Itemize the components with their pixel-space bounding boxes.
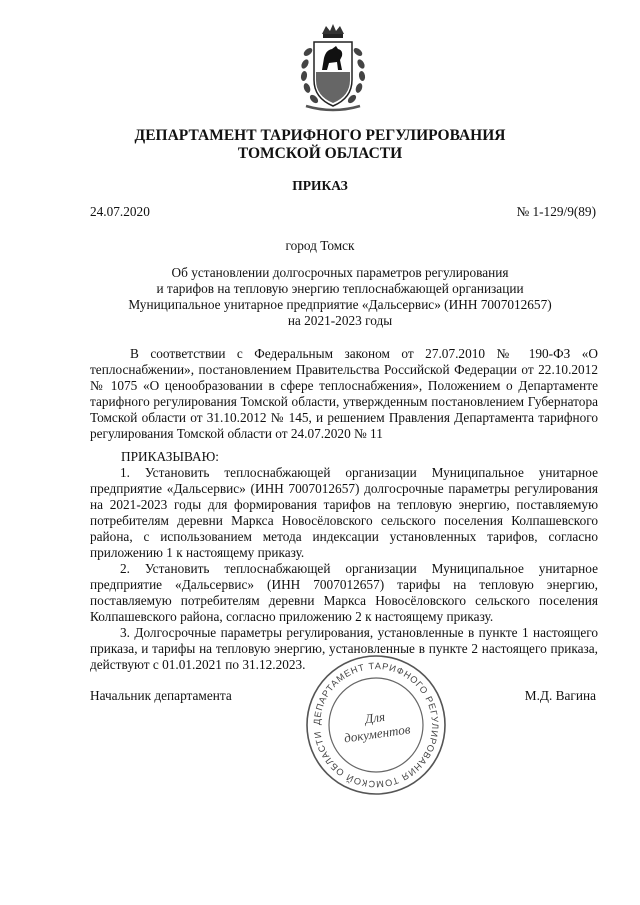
official-stamp [305,654,447,796]
department-header [60,127,580,163]
prikazyvayu-heading: ПРИКАЗЫВАЮ: [121,449,219,464]
order-subject [90,265,590,329]
order-item: 2. Установить теплоснабжающей организации Муниципальное унитарное предприятие «Дальсервис» (ИНН 7007012657) тарифы на тепловую энергию, поставляемую потребителям деревни Маркса Новосёловского сельского поселения Колпашевского района, согласно приложению 2 к настоящему приказу. [90,561,598,624]
subject-line: на 2021-2023 годы [287,313,393,328]
coat-of-arms-icon [296,22,370,114]
header-line-1: ДЕПАРТАМЕНТ ТАРИФНОГО РЕГУЛИРОВАНИЯ [134,127,506,144]
stamp-ring-text: ДЕПАРТАМЕНТ ТАРИФНОГО РЕГУЛИРОВАНИЯ ТОМСКОЙ ОБЛАСТИ [311,660,441,790]
order-number: № 1-129/9(89) [516,204,596,219]
signer-title: Начальник департамента [90,688,232,703]
subject-line: и тарифов на тепловую энергию теплоснабжающей организации [156,281,524,296]
preamble [90,346,598,442]
order-date: 24.07.2020 [90,204,150,219]
order-title: ПРИКАЗ [292,178,348,193]
stamp-line-2: документов [343,721,412,746]
subject-line: Об установлении долгосрочных параметров регулирования [171,265,509,280]
header-line-2: ТОМСКОЙ ОБЛАСТИ [237,145,403,162]
stamp-line-1: Для [364,708,386,727]
order-item: 3. Долгосрочные параметры регулирования, установленные в пункте 1 настоящего приказа, и тарифы на тепловую энергию, установленные в пункте 2 настоящего приказа, действуют с 01.01.2021 по 31.12.2023. [90,625,598,672]
subject-line: Муниципальное унитарное предприятие «Дальсервис» (ИНН 7007012657) [128,297,552,312]
signer-name: М.Д. Вагина [524,688,596,703]
order-city: город Томск [285,238,355,253]
order-item: 1. Установить теплоснабжающей организации Муниципальное унитарное предприятие «Дальсервис» (ИНН 7007012657) долгосрочные параметры регулирования на 2021-2023 годы для формирования тарифов на тепловую энергию, поставляемую потребителям деревни Маркса Новосёловского сельского поселения Колпашевского района, с использованием метода индексации установленных тарифов, согласно приложению 1 к настоящему приказу. [90,465,598,560]
order-items [90,465,598,673]
preamble-text: В соответствии с Федеральным законом от 27.07.2010 № 190-ФЗ «О теплоснабжении», постановлением Правительства Российской Федерации от 22.10.2012 № 1075 «О ценообразовании в сфере теплоснабжения», Положением о Департаменте тарифного регулирования Томской области, утвержденным постановлением Губернатора Томской области от 31.10.2012 № 145, и решением Правления Департамента тарифного регулирования Томской области от 24.07.2020 № 11 [90,346,598,441]
